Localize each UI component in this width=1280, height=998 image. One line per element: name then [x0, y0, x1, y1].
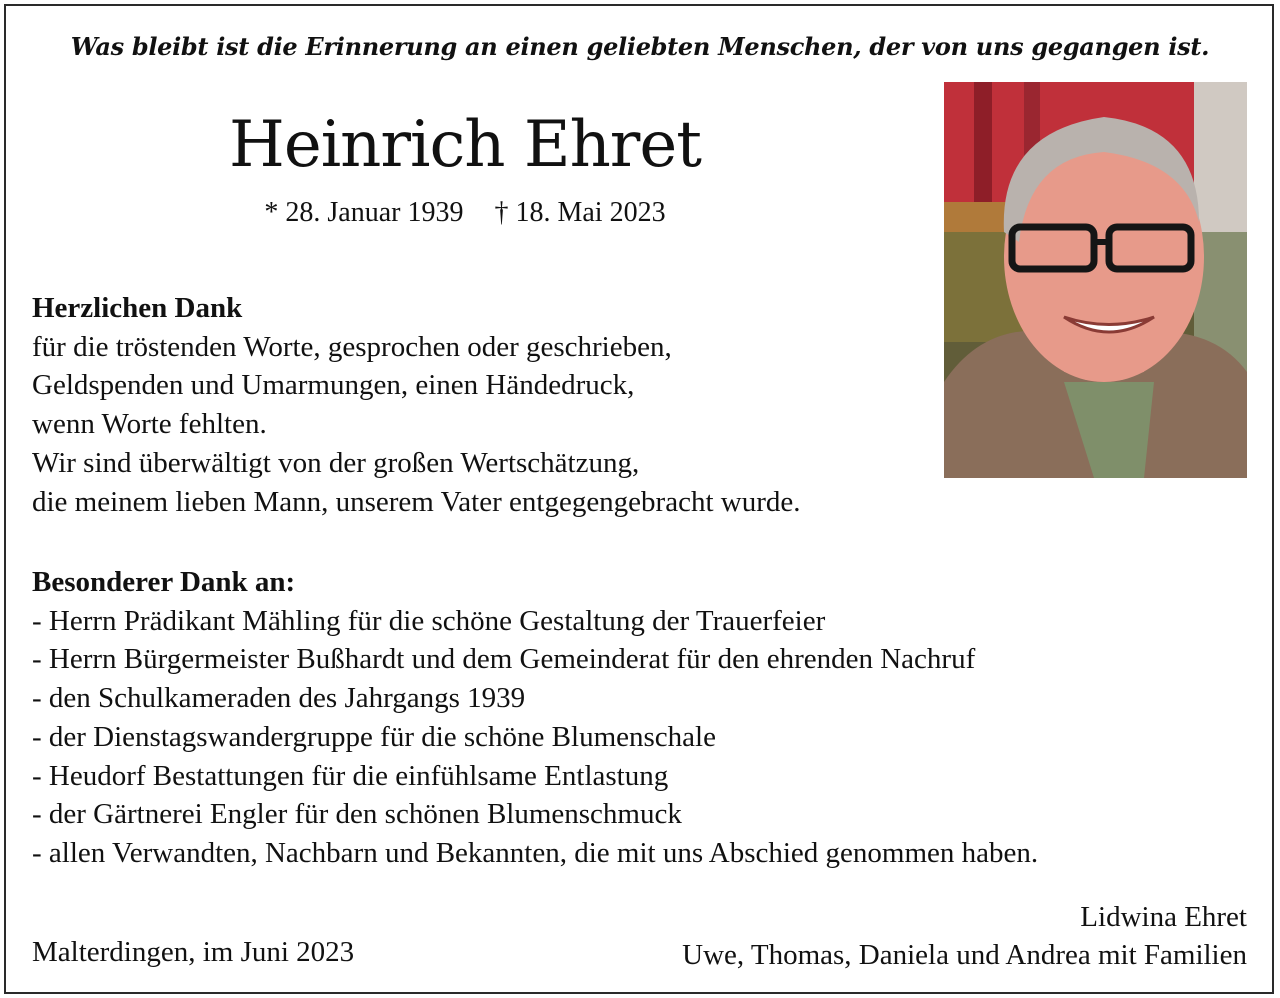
thanks-line: für die tröstenden Worte, gesprochen oder geschrieben,	[32, 330, 672, 363]
special-thanks-item: - der Gärtnerei Engler für den schönen Blumenschmuck	[32, 798, 682, 831]
place-and-date: Malterdingen, im Juni 2023	[32, 936, 355, 968]
signature-spouse: Lidwina Ehret	[1080, 901, 1247, 933]
signature-family: Uwe, Thomas, Daniela und Andrea mit Familien	[682, 939, 1247, 971]
death-date: † 18. Mai 2023	[494, 197, 666, 228]
special-thanks-item: - Herrn Bürgermeister Bußhardt und dem Gemeinderat für den ehrenden Nachruf	[32, 643, 976, 676]
portrait-photo	[944, 82, 1247, 478]
thanks-line: Geldspenden und Umarmungen, einen Händedruck,	[32, 369, 635, 402]
portrait-icon	[944, 82, 1247, 478]
thanks-section	[32, 289, 801, 521]
life-dates	[200, 197, 730, 229]
special-thanks-item: - der Dienstagswandergruppe für die schöne Blumenschale	[32, 720, 716, 753]
thanks-line: Wir sind überwältigt von der großen Wertschätzung,	[32, 446, 640, 479]
special-thanks-item: - Heudorf Bestattungen für die einfühlsame Entlastung	[32, 759, 669, 792]
motto-text: Was bleibt ist die Erinnerung an einen geliebten Menschen, der von uns gegangen ist.	[70, 32, 1210, 61]
special-thanks-section	[32, 563, 1038, 873]
thanks-heading: Herzlichen Dank	[32, 292, 243, 324]
thanks-line: die meinem lieben Mann, unserem Vater entgegengebracht wurde.	[32, 485, 801, 518]
thanks-line: wenn Worte fehlten.	[32, 408, 267, 441]
special-thanks-item: - den Schulkameraden des Jahrgangs 1939	[32, 682, 526, 715]
signature-block	[682, 898, 1247, 974]
special-thanks-item: - Herrn Prädikant Mähling für die schöne Gestaltung der Trauerfeier	[32, 604, 826, 637]
special-thanks-item: - allen Verwandten, Nachbarn und Bekannten, die mit uns Abschied genommen haben.	[32, 836, 1039, 869]
special-thanks-heading: Besonderer Dank an:	[32, 566, 296, 598]
birth-date: * 28. Januar 1939	[264, 197, 464, 228]
deceased-name: Heinrich Ehret	[229, 108, 701, 182]
